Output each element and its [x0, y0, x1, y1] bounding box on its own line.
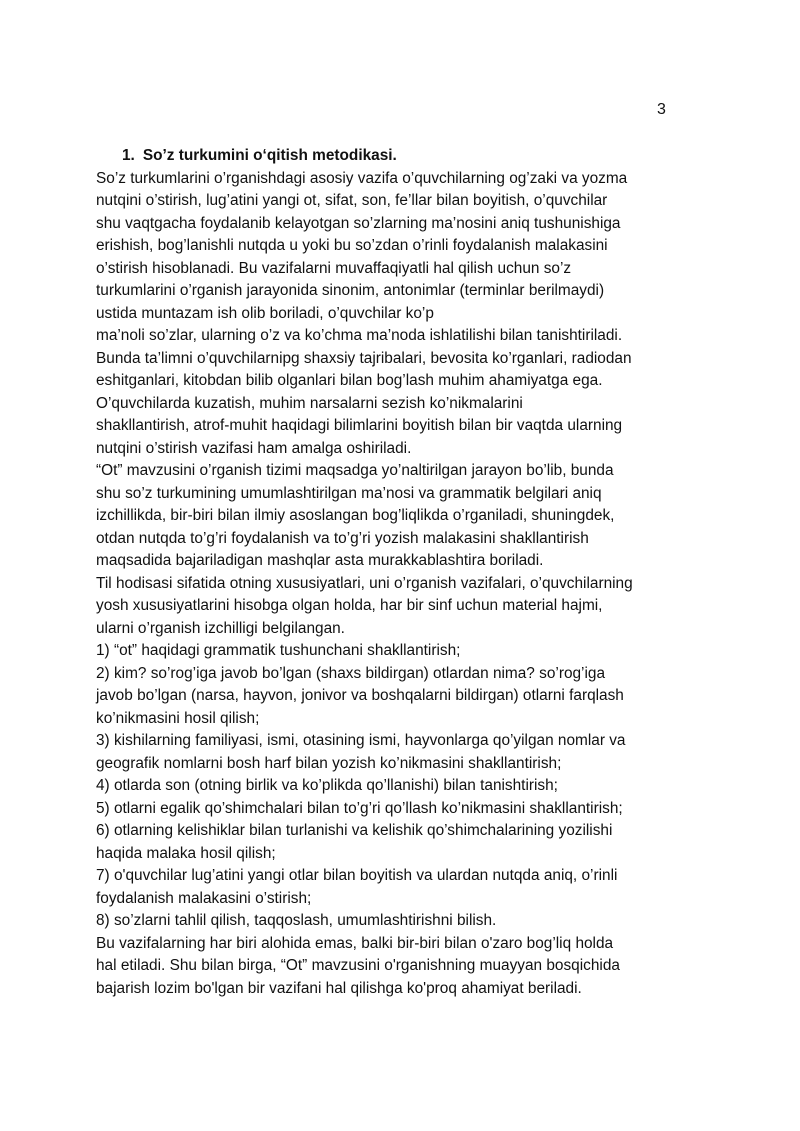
- text-line: 2) kim? so’rog’iga javob bo’lgan (shaxs bildirgan) otlardan nima? so’rog’iga: [96, 664, 606, 682]
- text-line: erishish, bog’lanishli nutqda u yoki bu so’zdan o’rinli foydalanish malakasini: [96, 237, 608, 254]
- text-line: 7) o'quvchilar lug’atini yangi otlar bilan boyitish va ulardan nutqda aniq, o’rinli: [96, 867, 618, 884]
- text-line: geografik nomlarni bosh harf bilan yozish ko’nikmasini shakllantirish;: [96, 754, 562, 772]
- section-number: 1.: [122, 147, 135, 164]
- section-title: So’z turkumini oʻqitish metodikasi.: [142, 147, 397, 164]
- text-line: “Ot” mavzusini o’rganish tizimi maqsadga yo’naltirilgan jarayon bo’lib, bunda: [96, 462, 614, 479]
- text-line: haqida malaka hosil qilish;: [96, 844, 276, 862]
- text-line: 1) “ot” haqidagi grammatik tushunchani shakllantirish;: [96, 642, 461, 659]
- page-number: 3: [657, 101, 666, 118]
- text-line: nutqini o’stirish vazifasi ham amalga oshiriladi.: [96, 439, 412, 457]
- text-line: javob bo’lgan (narsa, hayvon, jonivor va boshqalarni bildirgan) otlarni farqlash: [96, 687, 624, 704]
- text-line: ko’nikmasini hosil qilish;: [96, 709, 260, 727]
- text-line: shu vaqtgacha foydalanib kelayotgan so’zlarning ma’nosini aniq tushunishiga: [96, 214, 621, 232]
- section-heading: [96, 145, 708, 168]
- text-line: 4) otlarda son (otning birlik va ko’plikda qo’llanishi) bilan tanishtirish;: [96, 777, 558, 794]
- text-line: O’quvchilarda kuzatish, muhim narsalarni sezish ko’nikmalarini: [96, 394, 523, 412]
- text-line: 8) so’zlarni tahlil qilish, taqqoslash, umumlashtirishni bilish.: [96, 912, 497, 929]
- text-line: foydalanish malakasini o’stirish;: [96, 889, 312, 907]
- text-line: So’z turkumlarini o’rganishdagi asosiy vazifa o’quvchilarning og’zaki va yozma: [96, 169, 628, 187]
- text-line: ustida muntazam ish olib boriladi, o’quvchilar ko’p: [96, 304, 434, 322]
- text-line: eshitganlari, kitobdan bilib olganlari bilan bog’lash muhim ahamiyatga ega.: [96, 372, 603, 389]
- text-line: bajarish lozim bo'lgan bir vazifani hal qilishga ko'proq ahamiyat beriladi.: [96, 979, 582, 997]
- text-line: 6) otlarning kelishiklar bilan turlanishi va kelishik qo’shimchalarining yozilishi: [96, 822, 613, 839]
- text-line: Til hodisasi sifatida otning xususiyatlari, uni o’rganish vazifalari, o’quvchilarning: [96, 574, 633, 592]
- text-line: izchillikda, bir-biri bilan ilmiy asoslangan bog’liqlikda o’rganiladi, shuningdek,: [96, 507, 615, 524]
- text-line: o’stirish hisoblanadi. Bu vazifalarni muvaffaqiyatli hal qilish uchun so’z: [96, 259, 572, 277]
- text-line: Bu vazifalarning har biri alohida emas, balki bir-biri bilan o'zaro bog’liq holda: [96, 934, 614, 952]
- text-line: Bunda ta’limni o’quvchilarnipg shaxsiy tajribalari, bevosita ko’rganlari, radiodan: [96, 349, 632, 367]
- text-line: ma’noli so’zlar, ularning o’z va ko’chma ma’noda ishlatilishi bilan tanishtiriladi.: [96, 327, 623, 344]
- text-line: nutqini o’stirish, lug’atini yangi ot, sifat, son, fe’llar bilan boyitish, o’quvchilar: [96, 192, 608, 209]
- body-text: [96, 168, 708, 1001]
- text-line: otdan nutqda to’g’ri foydalanish va to’g’ri yozish malakasini shakllantirish: [96, 529, 589, 547]
- page-content: [96, 145, 708, 1000]
- text-line: yosh xususiyatlarini hisobga olgan holda, har bir sinf uchun material hajmi,: [96, 597, 603, 614]
- text-line: turkumlarini o’rganish jarayonida sinonim, antonimlar (terminlar berilmaydi): [96, 282, 605, 299]
- text-line: hal etiladi. Shu bilan birga, “Ot” mavzusini o'rganishning muayyan bosqichida: [96, 957, 620, 974]
- text-line: maqsadida bajariladigan mashqlar asta murakkablashtira boriladi.: [96, 552, 544, 569]
- text-line: 3) kishilarning familiyasi, ismi, otasining ismi, hayvonlarga qo’yilgan nomlar va: [96, 732, 626, 749]
- text-line: shakllantirish, atrof-muhit haqidagi bilimlarini boyitish bilan bir vaqtda ularning: [96, 417, 623, 434]
- text-line: ularni o’rganish izchilligi belgilangan.: [96, 619, 345, 637]
- text-line: 5) otlarni egalik qo’shimchalari bilan to’g’ri qo’llash ko’nikmasini shakllantirish;: [96, 799, 623, 817]
- text-line: shu so’z turkumining umumlashtirilgan ma’nosi va grammatik belgilari aniq: [96, 484, 602, 502]
